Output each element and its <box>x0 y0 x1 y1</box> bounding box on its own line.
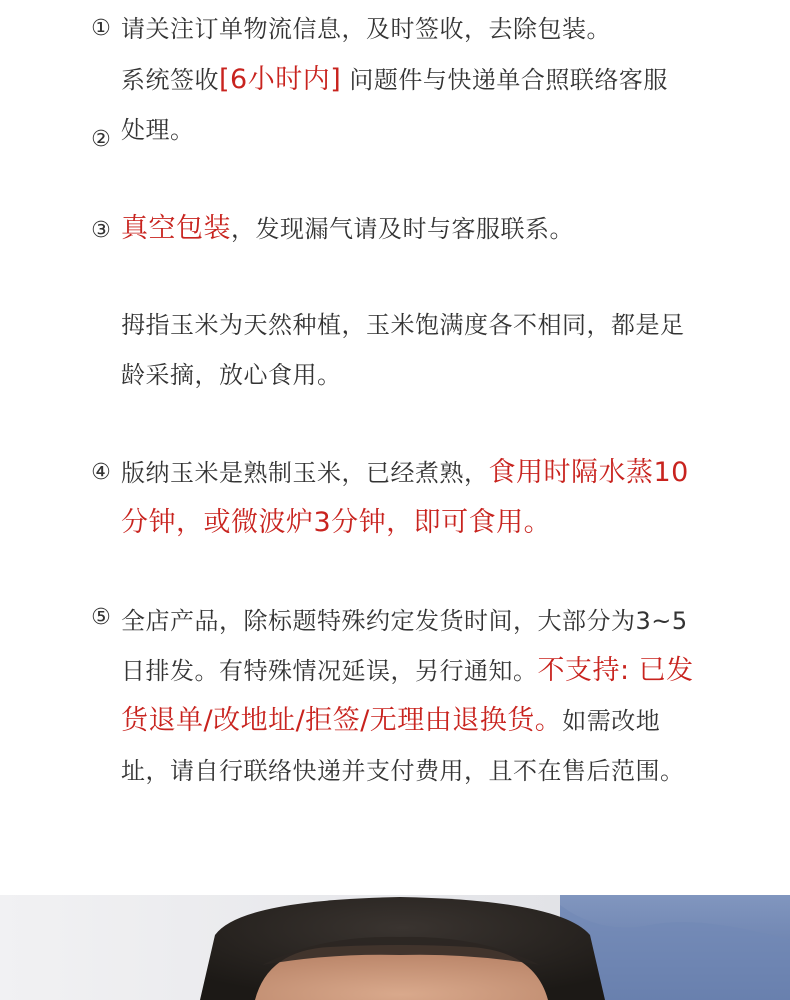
step-number-4: ④ <box>91 460 111 485</box>
highlight-text: 食用时隔水蒸10 <box>488 457 689 488</box>
notice-text: 龄采摘，放心食用。 <box>121 361 342 389</box>
step-number-5: ⑤ <box>91 605 111 630</box>
paragraph-line <box>121 350 721 400</box>
paragraph-line <box>121 204 721 254</box>
person-photo <box>0 895 790 1000</box>
notice-text: ，发现漏气请及时与客服联系。 <box>231 215 574 243</box>
paragraph-line <box>121 448 721 498</box>
notice-text: 处理。 <box>121 116 195 144</box>
highlight-text: [6小时内] <box>219 64 342 95</box>
highlight-text: 货退单/改地址/拒签/无理由退换货。 <box>121 705 563 736</box>
paragraph-line <box>121 498 721 548</box>
notice-text: 系统签收 <box>121 66 219 94</box>
step-number-2: ② <box>91 127 111 152</box>
notice-text: 全店产品，除标题特殊约定发货时间，大部分为3~5 <box>121 607 688 635</box>
step-number-1: ① <box>91 16 111 41</box>
paragraph-line <box>121 696 721 746</box>
paragraph-line <box>121 646 721 696</box>
notice-paragraph-3 <box>121 204 721 254</box>
notice-paragraph-5 <box>121 596 721 796</box>
paragraph-line <box>121 596 721 646</box>
highlight-text: 真空包装 <box>121 213 231 244</box>
notice-text: 拇指玉米为天然种植，玉米饱满度各不相同，都是足 <box>121 311 685 339</box>
notice-text: 版纳玉米是熟制玉米，已经煮熟， <box>121 459 489 487</box>
notice-text: 请关注订单物流信息，及时签收，去除包装。 <box>121 15 611 43</box>
highlight-text: 分钟，或微波炉3分钟，即可食用。 <box>121 507 552 538</box>
notice-paragraph-4 <box>121 448 721 548</box>
notice-text: 址，请自行联络快递并支付费用，且不在售后范围。 <box>121 757 685 785</box>
notice-text: 问题件与快递单合照联络客服 <box>341 66 668 94</box>
step-number-3: ③ <box>91 218 111 243</box>
notice-paragraph-2 <box>121 55 721 155</box>
highlight-text: 不支持: 已发 <box>537 655 694 686</box>
notice-paragraph-1 <box>121 4 721 54</box>
photo-illustration <box>0 895 790 1000</box>
paragraph-line <box>121 4 721 54</box>
notice-text: 日排发。有特殊情况延误，另行通知。 <box>121 657 538 685</box>
paragraph-line <box>121 300 721 350</box>
paragraph-line <box>121 746 721 796</box>
notice-text: 如需改地 <box>562 707 661 735</box>
notice-paragraph-corn <box>121 300 721 400</box>
paragraph-line <box>121 55 721 105</box>
paragraph-line <box>121 105 721 155</box>
